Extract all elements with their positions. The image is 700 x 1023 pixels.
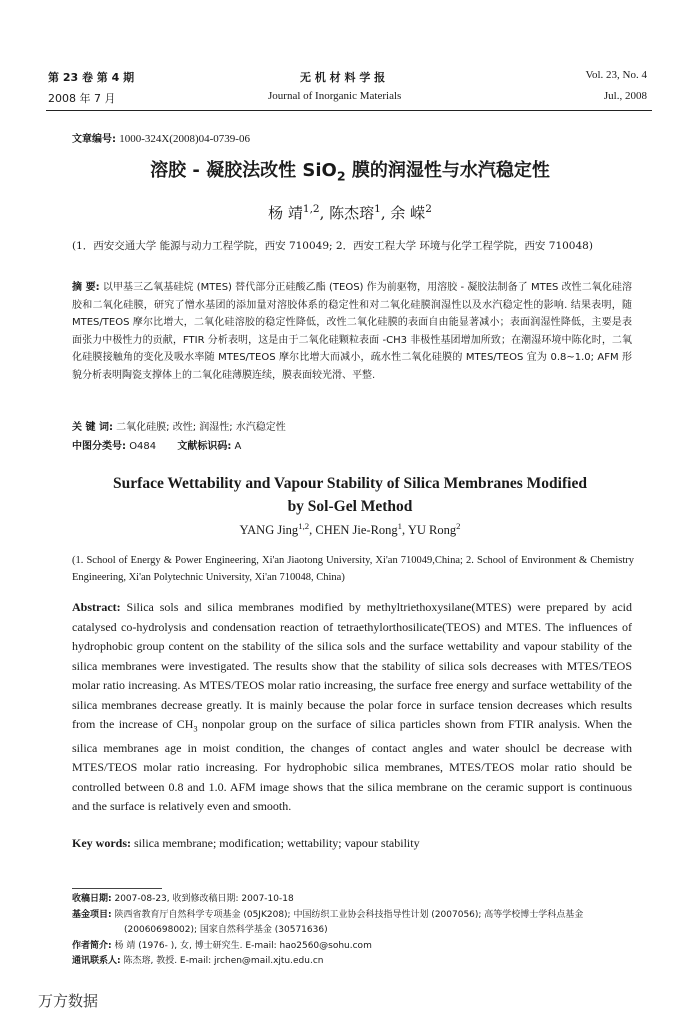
author-cn-2-sup: 1	[374, 203, 381, 215]
author-cn-1-sup: 1,2	[302, 203, 320, 215]
class-value-2: A	[234, 441, 242, 452]
footnote-fund-value1: 陕西省教育厅自然科学专项基金 (05JK208); 中国纺织工业协会科技指导性计划 (2007056); 高等学校博士学科点基金	[114, 909, 584, 920]
watermark-text: 万方数据	[38, 992, 99, 1010]
article-id-label: 文章编号:	[72, 134, 116, 145]
author-en-1-sup: 1,2	[298, 521, 310, 531]
footnote-contact	[72, 954, 652, 970]
header-journal-cn: 无 机 材 料 学 报	[300, 71, 386, 84]
abstract-en-label: Abstract:	[72, 600, 121, 614]
title-en-line2: by Sol-Gel Method	[287, 498, 413, 515]
abstract-cn-label: 摘 要:	[72, 282, 100, 293]
author-cn-3-sup: 2	[425, 203, 432, 215]
footnote-fund-label: 基金项目:	[72, 909, 112, 920]
abstract-en-text2: nonpolar group on the surface of silica particles shown from FTIR analysis. When the silica membranes age in moist condition, the changes of contact angles and water shoulcl be decrease with MTES/TEOS molar ratio increasing. For hydrophobic silica membranes, MTES/TEOS molar ratio should be controlled between 0.8 and 1.0. AFM image shows that the silica membrane on the ceramic support is continuous and the surface is relatively even and smooth.	[72, 717, 632, 814]
class-value-1: O484	[129, 441, 157, 452]
footnotes	[72, 892, 652, 970]
abstract-cn	[72, 279, 632, 385]
footnote-rule	[72, 888, 162, 889]
affiliation-cn: (1．西安交通大学 能源与动力工程学院，西安 710049; 2．西安工程大学 环境与化学工程学院，西安 710048)	[72, 240, 593, 252]
header-date-en: Jul., 2008	[603, 90, 647, 102]
title-cn-sub: 2	[336, 168, 346, 184]
keywords-en-label: Key words:	[72, 836, 131, 850]
footnote-author-label: 作者简介:	[72, 940, 112, 951]
footnote-author-value: 杨 靖 (1976- ), 女, 博士研究生. E-mail: hao2560@sohu.com	[114, 940, 372, 951]
classification-cn	[72, 437, 241, 452]
affiliation-en: (1. School of Energy & Power Engineering, Xi'an Jiaotong University, Xi'an 710049,China; 2. School of Environment & Chemistry Engineering, Xi'an Polytechnic University, Xi'an 710048, China)	[72, 555, 634, 583]
keywords-cn	[72, 418, 286, 433]
title-cn-part1: 溶胶 - 凝胶法改性 SiO	[150, 160, 337, 181]
header-date-cn: 2008 年 7 月	[48, 92, 116, 105]
class-label-2: 文献标识码:	[177, 441, 232, 452]
keywords-cn-text: 二氧化硅膜; 改性; 润湿性; 水汽稳定性	[116, 422, 286, 433]
footnote-fund	[72, 908, 652, 924]
author-cn-3: 余 嵘	[390, 204, 426, 222]
abstract-en	[72, 598, 632, 817]
footnote-fund-value2: (20060698002); 国家自然科学基金 (30571636)	[124, 925, 328, 935]
header-rule	[46, 110, 652, 111]
author-en-2-sup: 1	[397, 521, 403, 531]
title-cn-part2: 膜的润湿性与水汽稳定性	[345, 160, 550, 181]
article-id-value: 1000-324X(2008)04-0739-06	[119, 133, 250, 145]
footnote-fund-cont	[72, 923, 652, 939]
title-cn	[0, 156, 700, 184]
footnote-contact-label: 通讯联系人:	[72, 956, 121, 966]
footnote-received	[72, 892, 652, 908]
keywords-en	[72, 836, 420, 851]
authors-cn: 杨 靖$^{1,2}$, 陈杰瑢$^1$, 余 嵘$^2$	[268, 203, 432, 222]
keywords-cn-label: 关 键 词:	[72, 422, 113, 433]
author-en-3-sup: 2	[456, 521, 461, 531]
author-en-3: , YU Rong	[402, 523, 457, 538]
footnote-author	[72, 939, 652, 955]
class-label-1: 中图分类号:	[72, 441, 126, 452]
authors-en	[0, 521, 700, 538]
author-en-2: , CHEN Jie-Rong	[309, 523, 398, 538]
keywords-en-text: silica membrane; modification; wettability; vapour stability	[134, 836, 420, 850]
article-id	[72, 130, 250, 145]
abstract-cn-text: 以甲基三乙氧基硅烷 (MTES) 替代部分正硅酸乙酯 (TEOS) 作为前驱物，用溶胶 - 凝胶法制备了 MTES 改性二氧化硅溶胶和二氧化硅膜，研究了憎水基团的添加量对溶胶体系的稳定性和对二氧化硅膜润湿性以及水汽稳定性的影响. 结果表明，随 MTES/TEOS 摩尔比增大，二氧化硅溶胶的稳定性降低，改性二氧化硅膜的表面自由能显著减小；表面润湿性降低，主要是表面张力中极性力的贡献，FTIR 分析表明，这是由于二氧化硅颗粒表面 -CH3 非极性基团增加所致；在潮湿环境中陈化时，二氧化硅膜接触角的变化及吸水率随 MTES/TEOS 摩尔比增大而减小，疏水性二氧化硅膜的 MTES/TEOS 宜为 0.8~1.0; AFM 形貌分析表明陶瓷支撑体上的二氧化硅薄膜连续，膜表面较光滑、平整.	[72, 282, 632, 381]
header-journal-en: Journal of Inorganic Materials	[268, 90, 402, 102]
abstract-en-sub: 3	[193, 724, 198, 734]
footnote-received-value: 2007-08-23, 收到修改稿日期: 2007-10-18	[114, 894, 294, 904]
author-en-1: YANG Jing	[239, 523, 299, 538]
author-cn-2: 陈杰瑢	[329, 204, 375, 222]
author-cn-1: 杨 靖	[268, 204, 303, 222]
abstract-en-text1: Silica sols and silica membranes modified by methyltriethoxysilane(MTES) were prepared by acid catalysed co-hydrolysis and condensation reaction of tetraethylorthosilicate(TEOS) and MTES. The influences of hydrophobic group content on the stability of the silica sols and the surface wettability and vapour stability of the silica membranes were investigated. The results show that the stability of silica sols decreases with MTES/TEOS molar ratio increasing. As MTES/TEOS molar ratio increasing, the surface free energy and surface wettability of the silica membranes decrease greatly. It is mainly because the polar force in surface tension decreases which results from the increase of CH	[72, 600, 633, 731]
header-volume-cn: 第 23 卷 第 4 期	[48, 71, 135, 84]
footnote-contact-value: 陈杰瑢, 教授. E-mail: jrchen@mail.xjtu.edu.cn	[123, 956, 324, 966]
footnote-received-label: 收稿日期:	[72, 894, 112, 904]
title-en	[0, 472, 700, 518]
title-en-line1: Surface Wettability and Vapour Stability of Silica Membranes Modified	[113, 475, 587, 492]
header-volume-en: Vol. 23, No. 4	[585, 69, 647, 81]
